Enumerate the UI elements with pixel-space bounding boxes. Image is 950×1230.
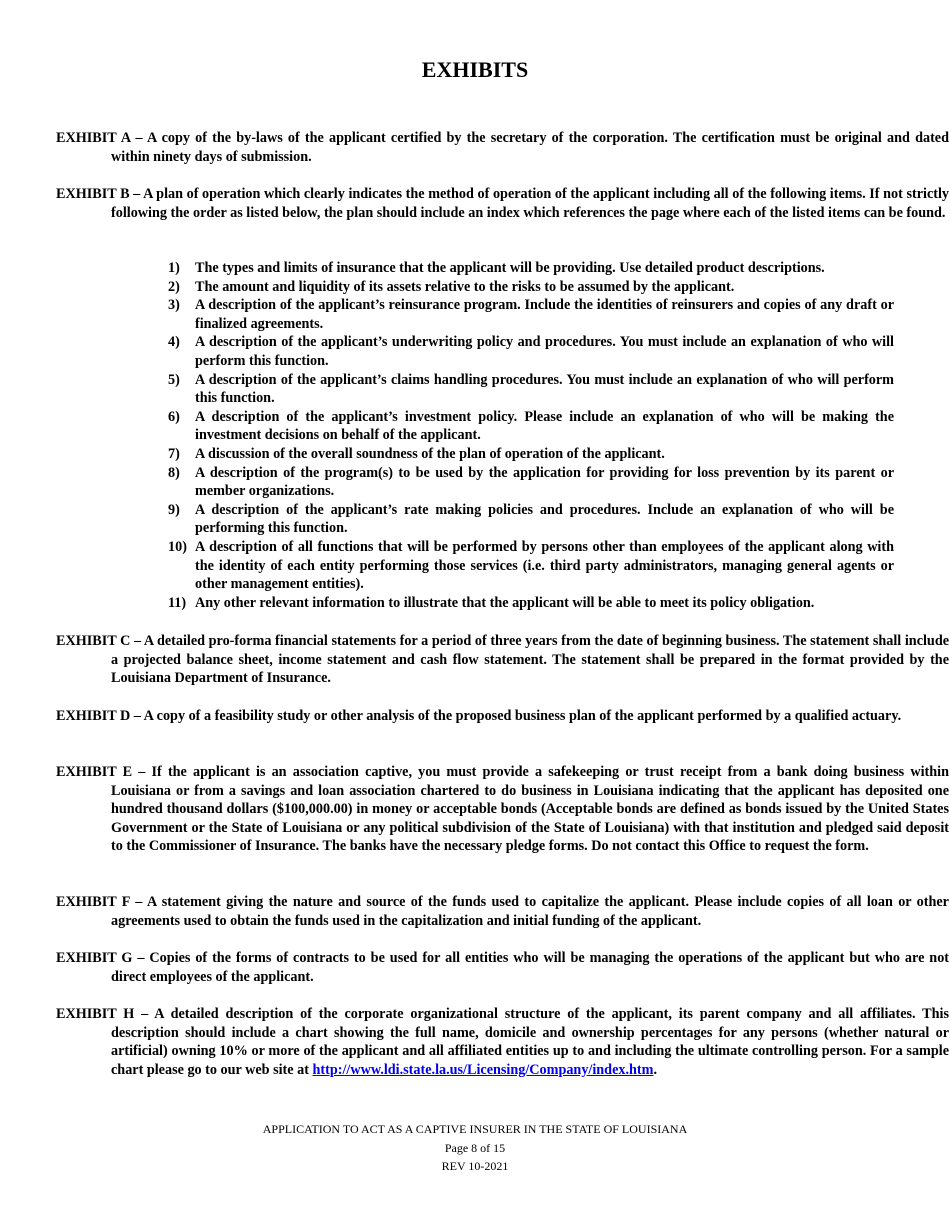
page-title: EXHIBITS bbox=[421, 57, 529, 82]
list-item: 11) Any other relevant information to illustrate that the applicant will be able to meet its policy obligation. bbox=[168, 594, 815, 611]
exhibit-e: EXHIBIT E – If the applicant is an association captive, you must provide a safekeeping or trust receipt from a bank doing business within Louisiana or from a savings and loan association chartered to do business in Louisiana indicating that the applicant has deposited one hundred thousand dollars ($100,000.00) in money or acceptable bonds (Acceptable bonds are defined as bonds issued by the United States Government or the State of Louisiana or any political subdivision of the State of Louisiana) with that institution and pledged said deposit to the Commissioner of Insurance. The banks have the necessary pledge forms. Do not contact this Office to request the form. bbox=[56, 764, 950, 855]
exhibit-g: EXHIBIT G – Copies of the forms of contracts to be used for all entities who will be managing the operations of the applicant but who are not direct employees of the applicant. bbox=[56, 950, 950, 985]
list-item: 2) The amount and liquidity of its assets relative to the risks to be assumed by the applicant. bbox=[168, 278, 735, 295]
exhibit-label: EXHIBIT E bbox=[56, 764, 133, 780]
exhibit-d: EXHIBIT D – A copy of a feasibility study or other analysis of the proposed business plan of the applicant performed by a qualified actuary. bbox=[56, 708, 902, 724]
sample-chart-link[interactable]: http://www.ldi.state.la.us/Licensing/Company/index.htm bbox=[312, 1061, 654, 1078]
exhibit-text: Copies of the forms of contracts to be used for all entities who will be managing the operations of the applicant but who are not direct employees of the applicant. bbox=[111, 950, 950, 985]
footer-application-title: APPLICATION TO ACT AS A CAPTIVE INSURER IN THE STATE OF LOUISIANA bbox=[262, 1122, 688, 1136]
list-item: 10) A description of all functions that will be performed by persons other than employees of the applicant along with the identity of each entity performing those services (i.e. third party administrators, managing general agents or other management entities). bbox=[168, 538, 894, 593]
list-item: 1) The types and limits of insurance that the applicant will be providing. Use detailed product descriptions. bbox=[168, 260, 825, 276]
exhibit-label: EXHIBIT H bbox=[56, 1006, 135, 1022]
exhibit-text: A detailed pro-forma financial statements for a period of three years from the date of beginning business. The statement shall include a projected balance sheet, income statement and cash flow statement. The statement shall be prepared in the format provided by the Louisiana Department of Insurance. bbox=[111, 633, 950, 687]
exhibit-a: EXHIBIT A – A copy of the by-laws of the applicant certified by the secretary of the corporation. The certification must be original and dated within ninety days of submission. bbox=[56, 130, 949, 165]
list-item: 4) A description of the applicant’s underwriting policy and procedures. You must include an explanation of who will perform this function. bbox=[168, 334, 894, 369]
list-item: 8) A description of the program(s) to be used by the application for providing for loss prevention by its parent or member organizations. bbox=[168, 464, 894, 500]
exhibit-text: A plan of operation which clearly indicates the method of operation of the applicant including all of the following items. If not strictly following the order as listed below, the plan should include an index which references the page where each of the listed items can be found. bbox=[111, 186, 949, 221]
page-footer bbox=[0, 1120, 950, 1176]
exhibit-text: A copy of the by-laws of the applicant certified by the secretary of the corporation. The certification must be original and dated within ninety days of submission. bbox=[111, 130, 949, 165]
list-item: 9) A description of the applicant’s rate making policies and procedures. Include an explanation of who will be performing this function. bbox=[168, 501, 894, 537]
exhibit-text: A statement giving the nature and source of the funds used to capitalize the applicant. Please include copies of all loan or other agreements used to obtain the funds used in the capitalization and initial funding of the applicant. bbox=[111, 894, 949, 929]
exhibit-text: If the applicant is an association captive, you must provide a safekeeping or trust receipt from a bank doing business within Louisiana or from a savings and loan association chartered to do business in Louisiana indicating that the applicant has deposited one hundred thousand dollars ($100,000.00) in money or acceptable bonds (Acceptable bonds are defined as bonds issued by the United States Government or the State of Louisiana or any political subdivision of the State of Louisiana) with that institution and pledged said deposit to the Commissioner of Insurance. The banks have the necessary pledge forms. Do not contact this Office to request the form. bbox=[111, 764, 950, 855]
plan-of-operation-list bbox=[168, 259, 894, 612]
exhibit-text: A copy of a feasibility study or other analysis of the proposed business plan of the applicant performed by a qualified actuary. bbox=[143, 708, 902, 724]
list-item: 5) A description of the applicant’s claims handling procedures. You must include an explanation of who will perform this function. bbox=[168, 371, 894, 407]
exhibit-label: EXHIBIT B bbox=[56, 186, 130, 202]
exhibit-text: A detailed description of the corporate organizational structure of the applicant, its parent company and all affiliates. This description should include a chart showing the full name, domicile and ownership percentages for any persons (whether natural or artificial) owning 10% or more of the applicant and all affiliated entities up to and including the ultimate controlling person. For a sample chart please go to our web site at bbox=[111, 1006, 949, 1078]
exhibit-label: EXHIBIT G bbox=[56, 950, 133, 966]
footer-revision: REV 10-2021 bbox=[441, 1159, 509, 1173]
exhibit-f: EXHIBIT F – A statement giving the nature and source of the funds used to capitalize the applicant. Please include copies of all loan or other agreements used to obtain the funds used in the capitalization and initial funding of the applicant. bbox=[56, 894, 949, 929]
footer-page-number: Page 8 of 15 bbox=[444, 1140, 506, 1155]
exhibit-label: EXHIBIT F bbox=[56, 894, 130, 910]
exhibit-label: EXHIBIT D bbox=[56, 708, 131, 724]
list-item: 3) A description of the applicant’s reinsurance program. Include the identities of reinsurers and copies of any draft or finalized agreements. bbox=[168, 297, 894, 332]
list-item: 7) A discussion of the overall soundness of the plan of operation of the applicant. bbox=[168, 445, 665, 462]
exhibit-b: EXHIBIT B – A plan of operation which clearly indicates the method of operation of the applicant including all of the following items. If not strictly following the order as listed below, the plan should include an index which references the page where each of the listed items can be found. bbox=[56, 186, 949, 221]
exhibit-h: EXHIBIT H – A detailed description of the corporate organizational structure of the applicant, its parent company and all affiliates. This description should include a chart showing the full name, domicile and ownership percentages for any persons (whether natural or artificial) owning 10% or more of the applicant and all affiliated entities up to and including the ultimate controlling person. For a sample chart please go to our web site at http://www.ldi.state.la.us/Licensing/Company/index.htm. bbox=[56, 1006, 949, 1078]
exhibit-label: EXHIBIT A bbox=[56, 130, 131, 146]
exhibit-label: EXHIBIT C bbox=[56, 633, 131, 649]
exhibit-c: EXHIBIT C – A detailed pro-forma financial statements for a period of three years from the date of beginning business. The statement shall include a projected balance sheet, income statement and cash flow statement. The statement shall be prepared in the format provided by the Louisiana Department of Insurance. bbox=[56, 633, 950, 687]
list-item: 6) A description of the applicant’s investment policy. Please include an explanation of who will be making the investment decisions on behalf of the applicant. bbox=[168, 408, 894, 444]
